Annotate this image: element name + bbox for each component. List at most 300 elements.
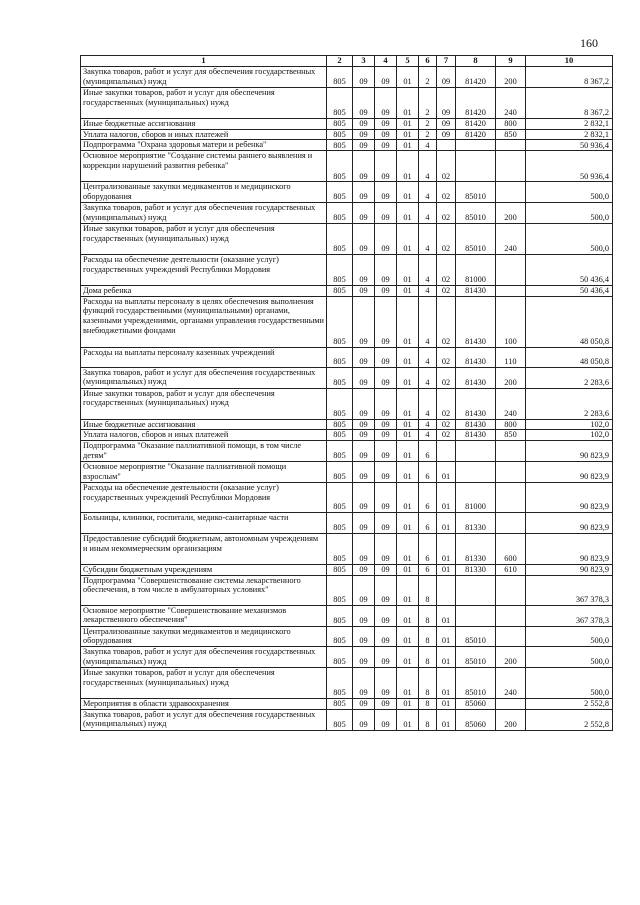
- cell-program: 01: [397, 440, 419, 461]
- cell-amount: 2 283,6: [526, 388, 613, 419]
- cell-program: 01: [397, 564, 419, 575]
- cell-ministry: 805: [327, 285, 353, 296]
- cell-name: Подпрограмма "Совершенствование системы лекарственного обеспечения, в том числе в амбулаторных условиях": [81, 575, 327, 605]
- cell-ministry: 805: [327, 388, 353, 419]
- cell-program: 01: [397, 430, 419, 441]
- cell-name: Закупка товаров, работ и услуг для обеспечения государственных (муниципальных) нужд: [81, 647, 327, 668]
- table-row: [81, 605, 613, 626]
- cell-event: 01: [437, 564, 456, 575]
- cell-program: 01: [397, 709, 419, 730]
- cell-section: 09: [353, 254, 375, 285]
- cell-event: 09: [437, 119, 456, 130]
- cell-subprogram: 8: [419, 668, 437, 699]
- cell-name: Расходы на обеспечение деятельности (оказание услуг) государственных учреждений Республики Мордовия: [81, 254, 327, 285]
- cell-name: Уплата налогов, сборов и иных платежей: [81, 129, 327, 140]
- cell-event: 09: [437, 129, 456, 140]
- cell-target: 81330: [456, 533, 496, 564]
- cell-program: 01: [397, 129, 419, 140]
- cell-target: 81430: [456, 296, 496, 347]
- cell-section: 09: [353, 223, 375, 254]
- cell-name: Дома ребенка: [81, 285, 327, 296]
- cell-section: 09: [353, 182, 375, 202]
- table-row: [81, 709, 613, 730]
- cell-section: 09: [353, 699, 375, 710]
- cell-name: Подпрограмма "Оказание паллиативной помощи, в том числе детям": [81, 440, 327, 461]
- cell-ministry: 805: [327, 419, 353, 430]
- cell-ministry: 805: [327, 129, 353, 140]
- cell-target: 85010: [456, 202, 496, 223]
- cell-subsection: 09: [375, 461, 397, 482]
- cell-subsection: 09: [375, 296, 397, 347]
- cell-subsection: 09: [375, 129, 397, 140]
- cell-type: 200: [496, 367, 526, 388]
- cell-name: Закупка товаров, работ и услуг для обеспечения государственных (муниципальных) нужд: [81, 709, 327, 730]
- cell-name: Уплата налогов, сборов и иных платежей: [81, 430, 327, 441]
- cell-subprogram: 8: [419, 575, 437, 605]
- cell-target: 81430: [456, 388, 496, 419]
- cell-target: 81430: [456, 430, 496, 441]
- cell-section: 09: [353, 67, 375, 88]
- table-body: [81, 67, 613, 731]
- cell-program: 01: [397, 151, 419, 182]
- cell-target: 81430: [456, 419, 496, 430]
- cell-section: 09: [353, 461, 375, 482]
- cell-event: 02: [437, 388, 456, 419]
- cell-subsection: 09: [375, 647, 397, 668]
- cell-program: 01: [397, 67, 419, 88]
- cell-type: 200: [496, 647, 526, 668]
- table-row: [81, 533, 613, 564]
- cell-target: 85010: [456, 626, 496, 646]
- cell-subsection: 09: [375, 564, 397, 575]
- cell-type: 850: [496, 430, 526, 441]
- cell-ministry: 805: [327, 182, 353, 202]
- cell-event: [437, 575, 456, 605]
- cell-amount: 50 436,4: [526, 285, 613, 296]
- cell-ministry: 805: [327, 140, 353, 151]
- cell-amount: 500,0: [526, 223, 613, 254]
- cell-program: 01: [397, 223, 419, 254]
- cell-name: Расходы на обеспечение деятельности (оказание услуг) государственных учреждений Республики Мордовия: [81, 482, 327, 512]
- cell-section: 09: [353, 119, 375, 130]
- cell-target: 81420: [456, 119, 496, 130]
- cell-subsection: 09: [375, 88, 397, 119]
- cell-section: 09: [353, 533, 375, 564]
- cell-program: 01: [397, 388, 419, 419]
- cell-type: 200: [496, 67, 526, 88]
- cell-event: 01: [437, 533, 456, 564]
- cell-ministry: 805: [327, 430, 353, 441]
- cell-name: Основное мероприятие "Оказание паллиативной помощи взрослым": [81, 461, 327, 482]
- cell-amount: 8 367,2: [526, 88, 613, 119]
- cell-section: 09: [353, 440, 375, 461]
- table-row: [81, 140, 613, 151]
- cell-ministry: 805: [327, 605, 353, 626]
- cell-program: 01: [397, 88, 419, 119]
- cell-type: [496, 461, 526, 482]
- cell-event: [437, 140, 456, 151]
- cell-target: 81000: [456, 254, 496, 285]
- table-row: [81, 461, 613, 482]
- table-row: [81, 285, 613, 296]
- cell-subsection: 09: [375, 151, 397, 182]
- cell-type: [496, 440, 526, 461]
- cell-subprogram: 4: [419, 296, 437, 347]
- cell-subprogram: 4: [419, 140, 437, 151]
- table-row: [81, 296, 613, 347]
- cell-ministry: 805: [327, 440, 353, 461]
- cell-ministry: 805: [327, 223, 353, 254]
- cell-type: 600: [496, 533, 526, 564]
- cell-program: 01: [397, 482, 419, 512]
- table-row: [81, 699, 613, 710]
- cell-target: 81000: [456, 482, 496, 512]
- cell-ministry: 805: [327, 647, 353, 668]
- cell-section: 09: [353, 140, 375, 151]
- cell-target: [456, 461, 496, 482]
- cell-amount: 2 832,1: [526, 119, 613, 130]
- budget-table: [80, 55, 613, 731]
- cell-ministry: 805: [327, 533, 353, 564]
- table-row: [81, 575, 613, 605]
- cell-program: 01: [397, 202, 419, 223]
- cell-section: 09: [353, 388, 375, 419]
- cell-section: 09: [353, 512, 375, 533]
- column-header-3: 3: [353, 56, 375, 67]
- cell-subsection: 09: [375, 223, 397, 254]
- cell-subsection: 09: [375, 67, 397, 88]
- cell-ministry: 805: [327, 202, 353, 223]
- cell-ministry: 805: [327, 254, 353, 285]
- table-header-row: [81, 56, 613, 67]
- cell-program: 01: [397, 347, 419, 367]
- cell-type: 240: [496, 388, 526, 419]
- cell-amount: 367 378,3: [526, 575, 613, 605]
- cell-ministry: 805: [327, 119, 353, 130]
- cell-subsection: 09: [375, 419, 397, 430]
- cell-event: 01: [437, 605, 456, 626]
- cell-name: Централизованные закупки медикаментов и медицинского оборудования: [81, 182, 327, 202]
- column-header-7: 7: [437, 56, 456, 67]
- cell-type: 110: [496, 347, 526, 367]
- cell-program: 01: [397, 699, 419, 710]
- cell-subsection: 09: [375, 699, 397, 710]
- cell-ministry: 805: [327, 699, 353, 710]
- cell-event: 02: [437, 254, 456, 285]
- cell-type: [496, 575, 526, 605]
- cell-amount: 50 436,4: [526, 254, 613, 285]
- cell-subprogram: 2: [419, 119, 437, 130]
- cell-ministry: 805: [327, 709, 353, 730]
- cell-name: Закупка товаров, работ и услуг для обеспечения государственных (муниципальных) нужд: [81, 67, 327, 88]
- cell-name: Иные бюджетные ассигнования: [81, 419, 327, 430]
- cell-subsection: 09: [375, 202, 397, 223]
- cell-program: 01: [397, 647, 419, 668]
- cell-name: Иные закупки товаров, работ и услуг для обеспечения государственных (муниципальных) нужд: [81, 223, 327, 254]
- cell-type: 240: [496, 88, 526, 119]
- cell-subsection: 09: [375, 430, 397, 441]
- cell-subprogram: 6: [419, 440, 437, 461]
- cell-event: 01: [437, 668, 456, 699]
- cell-amount: 8 367,2: [526, 67, 613, 88]
- cell-program: 01: [397, 367, 419, 388]
- cell-subprogram: 8: [419, 647, 437, 668]
- cell-name: Иные закупки товаров, работ и услуг для обеспечения государственных (муниципальных) нужд: [81, 388, 327, 419]
- cell-amount: 500,0: [526, 647, 613, 668]
- cell-amount: 500,0: [526, 626, 613, 646]
- cell-target: 81430: [456, 367, 496, 388]
- cell-event: 02: [437, 151, 456, 182]
- cell-ministry: 805: [327, 564, 353, 575]
- cell-section: 09: [353, 575, 375, 605]
- cell-type: 240: [496, 223, 526, 254]
- cell-section: 09: [353, 564, 375, 575]
- cell-name: Больницы, клиники, госпитали, медико-санитарные части: [81, 512, 327, 533]
- cell-subprogram: 8: [419, 626, 437, 646]
- cell-type: [496, 285, 526, 296]
- cell-name: Расходы на выплаты персоналу в целях обеспечения выполнения функций государственными (муниципальными) органами, казенными учреждениями, органами управления государственными внебюджетными фондами: [81, 296, 327, 347]
- cell-section: 09: [353, 129, 375, 140]
- cell-subsection: 09: [375, 626, 397, 646]
- cell-section: 09: [353, 668, 375, 699]
- cell-ministry: 805: [327, 512, 353, 533]
- cell-name: Иные закупки товаров, работ и услуг для обеспечения государственных (муниципальных) нужд: [81, 668, 327, 699]
- table-row: [81, 129, 613, 140]
- cell-ministry: 805: [327, 67, 353, 88]
- column-header-8: 8: [456, 56, 496, 67]
- cell-program: 01: [397, 533, 419, 564]
- cell-program: 01: [397, 296, 419, 347]
- table-row: [81, 367, 613, 388]
- cell-name: Расходы на выплаты персоналу казенных учреждений: [81, 347, 327, 367]
- table-row: [81, 223, 613, 254]
- cell-subsection: 09: [375, 285, 397, 296]
- cell-program: 01: [397, 182, 419, 202]
- cell-subprogram: 8: [419, 699, 437, 710]
- cell-name: Иные закупки товаров, работ и услуг для обеспечения государственных (муниципальных) нужд: [81, 88, 327, 119]
- cell-ministry: 805: [327, 575, 353, 605]
- cell-event: 02: [437, 202, 456, 223]
- table-row: [81, 430, 613, 441]
- cell-subsection: 09: [375, 140, 397, 151]
- cell-event: 01: [437, 482, 456, 512]
- cell-event: 02: [437, 347, 456, 367]
- cell-type: [496, 151, 526, 182]
- cell-amount: 367 378,3: [526, 605, 613, 626]
- cell-ministry: 805: [327, 461, 353, 482]
- cell-name: Основное мероприятие "Создание системы раннего выявления и коррекции нарушений развития ребенка": [81, 151, 327, 182]
- cell-section: 09: [353, 88, 375, 119]
- cell-ministry: 805: [327, 151, 353, 182]
- cell-subprogram: 2: [419, 67, 437, 88]
- cell-subprogram: 4: [419, 151, 437, 182]
- cell-section: 09: [353, 605, 375, 626]
- column-header-2: 2: [327, 56, 353, 67]
- cell-name: Предоставление субсидий бюджетным, автономным учреждениям и иным некоммерческим организациям: [81, 533, 327, 564]
- cell-subprogram: 6: [419, 461, 437, 482]
- cell-type: 610: [496, 564, 526, 575]
- cell-subsection: 09: [375, 482, 397, 512]
- cell-program: 01: [397, 668, 419, 699]
- cell-section: 09: [353, 367, 375, 388]
- cell-target: 81420: [456, 67, 496, 88]
- cell-event: 01: [437, 699, 456, 710]
- cell-amount: 90 823,9: [526, 461, 613, 482]
- cell-section: 09: [353, 419, 375, 430]
- cell-target: 81330: [456, 564, 496, 575]
- cell-subsection: 09: [375, 575, 397, 605]
- cell-amount: 90 823,9: [526, 440, 613, 461]
- cell-subprogram: 4: [419, 254, 437, 285]
- cell-type: 200: [496, 709, 526, 730]
- table-row: [81, 347, 613, 367]
- cell-event: 01: [437, 461, 456, 482]
- cell-event: [437, 440, 456, 461]
- cell-type: 800: [496, 119, 526, 130]
- cell-section: 09: [353, 647, 375, 668]
- cell-ministry: 805: [327, 626, 353, 646]
- cell-subprogram: 2: [419, 88, 437, 119]
- table-row: [81, 119, 613, 130]
- cell-name: Закупка товаров, работ и услуг для обеспечения государственных (муниципальных) нужд: [81, 202, 327, 223]
- cell-subprogram: 4: [419, 202, 437, 223]
- cell-target: [456, 440, 496, 461]
- cell-target: 81430: [456, 347, 496, 367]
- cell-subprogram: 4: [419, 388, 437, 419]
- cell-subsection: 09: [375, 347, 397, 367]
- cell-type: [496, 482, 526, 512]
- column-header-5: 5: [397, 56, 419, 67]
- cell-amount: 90 823,9: [526, 482, 613, 512]
- cell-subprogram: 4: [419, 430, 437, 441]
- column-header-6: 6: [419, 56, 437, 67]
- cell-program: 01: [397, 285, 419, 296]
- table-row: [81, 388, 613, 419]
- cell-type: [496, 626, 526, 646]
- column-header-9: 9: [496, 56, 526, 67]
- cell-target: 81430: [456, 285, 496, 296]
- cell-subprogram: 4: [419, 347, 437, 367]
- cell-section: 09: [353, 482, 375, 512]
- cell-amount: 2 552,8: [526, 709, 613, 730]
- cell-subprogram: 2: [419, 129, 437, 140]
- cell-section: 09: [353, 626, 375, 646]
- cell-subprogram: 4: [419, 419, 437, 430]
- cell-type: 800: [496, 419, 526, 430]
- table-row: [81, 440, 613, 461]
- cell-amount: 2 832,1: [526, 129, 613, 140]
- cell-target: [456, 575, 496, 605]
- cell-section: 09: [353, 347, 375, 367]
- cell-name: Иные бюджетные ассигнования: [81, 119, 327, 130]
- cell-section: 09: [353, 709, 375, 730]
- cell-type: 850: [496, 129, 526, 140]
- cell-program: 01: [397, 575, 419, 605]
- table-row: [81, 668, 613, 699]
- cell-subprogram: 4: [419, 182, 437, 202]
- cell-program: 01: [397, 626, 419, 646]
- cell-name: Подпрограмма "Охрана здоровья матери и ребенка": [81, 140, 327, 151]
- cell-amount: 90 823,9: [526, 512, 613, 533]
- cell-target: 85010: [456, 668, 496, 699]
- cell-subsection: 09: [375, 182, 397, 202]
- cell-ministry: 805: [327, 367, 353, 388]
- cell-event: 01: [437, 626, 456, 646]
- cell-name: Централизованные закупки медикаментов и медицинского оборудования: [81, 626, 327, 646]
- cell-name: Субсидии бюджетным учреждениям: [81, 564, 327, 575]
- cell-target: 85010: [456, 223, 496, 254]
- cell-subprogram: 6: [419, 533, 437, 564]
- cell-type: [496, 182, 526, 202]
- table-row: [81, 419, 613, 430]
- column-header-4: 4: [375, 56, 397, 67]
- table-row: [81, 512, 613, 533]
- cell-program: 01: [397, 119, 419, 130]
- table-row: [81, 67, 613, 88]
- cell-event: 02: [437, 182, 456, 202]
- table-row: [81, 482, 613, 512]
- cell-type: [496, 699, 526, 710]
- cell-ministry: 805: [327, 482, 353, 512]
- cell-subsection: 09: [375, 254, 397, 285]
- cell-event: 02: [437, 285, 456, 296]
- table-row: [81, 88, 613, 119]
- cell-name: Основное мероприятие "Совершенствование механизмов лекарственного обеспечения": [81, 605, 327, 626]
- cell-section: 09: [353, 296, 375, 347]
- cell-program: 01: [397, 254, 419, 285]
- cell-event: 02: [437, 419, 456, 430]
- cell-name: Закупка товаров, работ и услуг для обеспечения государственных (муниципальных) нужд: [81, 367, 327, 388]
- cell-name: Мероприятия в области здравоохранения: [81, 699, 327, 710]
- cell-program: 01: [397, 140, 419, 151]
- cell-subsection: 09: [375, 709, 397, 730]
- cell-amount: 500,0: [526, 182, 613, 202]
- cell-subprogram: 4: [419, 285, 437, 296]
- cell-program: 01: [397, 419, 419, 430]
- cell-subprogram: 6: [419, 482, 437, 512]
- cell-target: 81420: [456, 129, 496, 140]
- cell-ministry: 805: [327, 347, 353, 367]
- cell-amount: 2 283,6: [526, 367, 613, 388]
- cell-section: 09: [353, 202, 375, 223]
- table-row: [81, 647, 613, 668]
- cell-section: 09: [353, 430, 375, 441]
- cell-subsection: 09: [375, 367, 397, 388]
- cell-target: 85010: [456, 647, 496, 668]
- cell-subsection: 09: [375, 388, 397, 419]
- cell-section: 09: [353, 151, 375, 182]
- cell-amount: 500,0: [526, 202, 613, 223]
- cell-type: [496, 605, 526, 626]
- cell-subsection: 09: [375, 119, 397, 130]
- cell-event: 01: [437, 512, 456, 533]
- cell-subprogram: 6: [419, 564, 437, 575]
- cell-amount: 90 823,9: [526, 564, 613, 575]
- cell-target: 85010: [456, 182, 496, 202]
- cell-target: 81330: [456, 512, 496, 533]
- cell-type: [496, 254, 526, 285]
- cell-target: [456, 151, 496, 182]
- cell-event: 01: [437, 647, 456, 668]
- cell-type: [496, 512, 526, 533]
- cell-amount: 48 050,8: [526, 296, 613, 347]
- cell-amount: 102,0: [526, 419, 613, 430]
- cell-target: 81420: [456, 88, 496, 119]
- cell-target: [456, 605, 496, 626]
- cell-target: 85060: [456, 709, 496, 730]
- cell-type: [496, 140, 526, 151]
- table-row: [81, 151, 613, 182]
